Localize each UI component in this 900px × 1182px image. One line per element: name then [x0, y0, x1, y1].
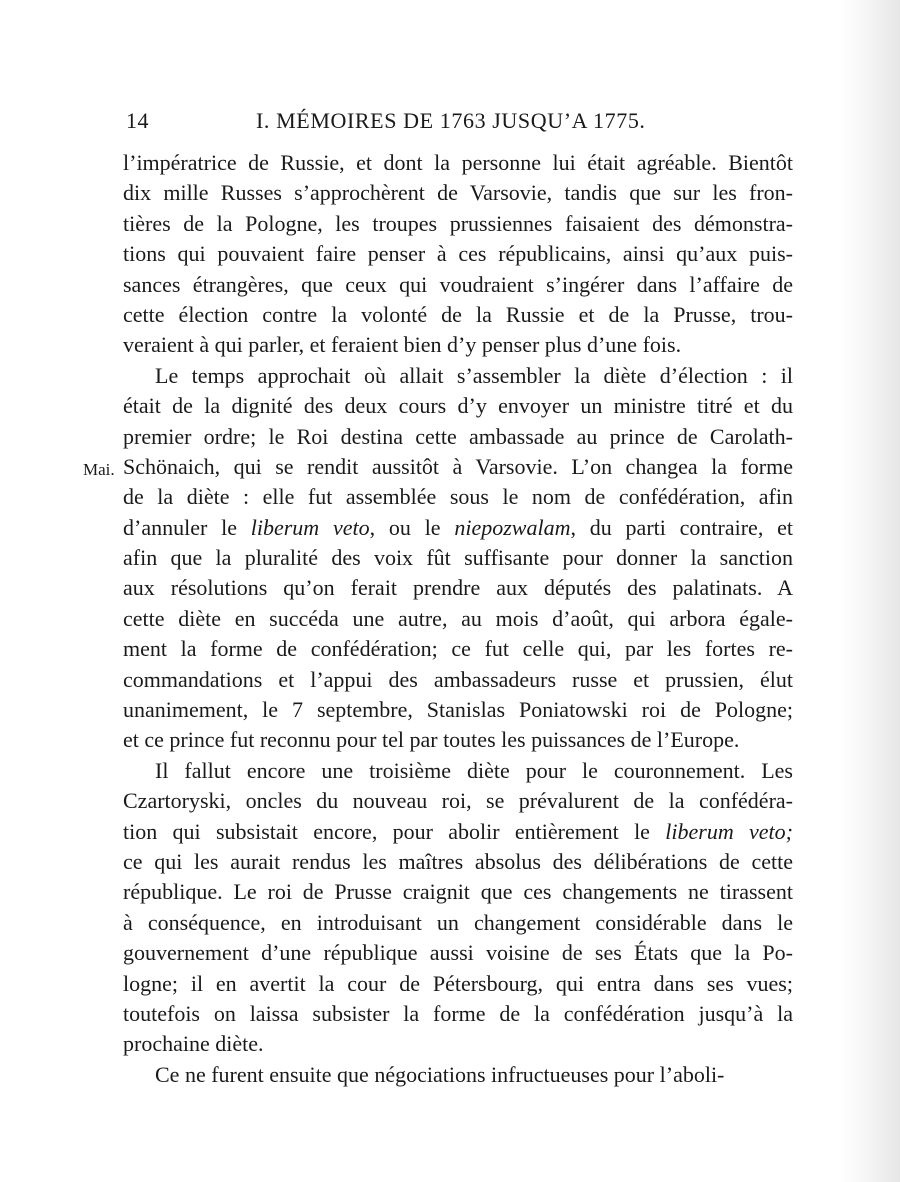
- page-edge-shadow: [840, 0, 900, 1182]
- text-run: dix mille Russes s’approchèrent de Varsovie, tandis que sur les fron-: [123, 180, 793, 206]
- text-line: [123, 786, 793, 816]
- text-run: premier ordre; le Roi destina cette ambassade au prince de Carolath-: [123, 423, 793, 449]
- text-line: [123, 969, 793, 999]
- text-line: [123, 330, 793, 360]
- text-run: l’impératrice de Russie, et dont la personne lui était agréable. Bientôt: [123, 150, 793, 175]
- text-run: veraient à qui parler, et feraient bien d’y penser plus d’une fois.: [123, 332, 682, 358]
- text-line: [123, 1029, 793, 1059]
- text-line: [123, 604, 793, 634]
- text-line: [123, 270, 793, 300]
- page-number: 14: [126, 108, 149, 133]
- body-text: [123, 148, 793, 1090]
- text-run: Ce ne furent ensuite que négociations infructueuses pour l’aboli-: [155, 1061, 725, 1087]
- text-run: Il fallut encore une troisième diète pour le couronnement. Les: [155, 757, 793, 783]
- running-title: I. MÉMOIRES DE 1763 JUSQU’A 1775.: [256, 108, 646, 133]
- text-line: [123, 756, 793, 786]
- text-line: [123, 877, 793, 907]
- text-line: [123, 725, 793, 755]
- text-run: prochaine diète.: [123, 1031, 264, 1057]
- text-line: [123, 908, 793, 938]
- text-run: et ce prince fut reconnu pour tel par toutes les puissances de l’Europe.: [123, 727, 740, 753]
- text-run: gouvernement d’une république aussi voisine de ses États que la Po-: [123, 940, 793, 966]
- text-line: [123, 422, 793, 452]
- text-line: [123, 209, 793, 239]
- text-run: Le temps approchait où allait s’assembler la diète d’élection : il: [155, 362, 793, 388]
- text-line: [123, 300, 793, 330]
- text-run: , ou le: [369, 514, 455, 540]
- text-line: [123, 178, 793, 208]
- text-line: [123, 634, 793, 664]
- text-run: afin que la pluralité des voix fût suffisante pour donner la sanction: [123, 545, 793, 571]
- margin-note: Mai.: [83, 460, 115, 479]
- text-line: [123, 361, 793, 391]
- text-line: [123, 938, 793, 968]
- text-run: cette élection contre la volonté de la Russie et de la Prusse, trou-: [123, 301, 793, 327]
- text-run: Schönaich, qui se rendit aussitôt à Varsovie. L’on changea la forme: [123, 453, 793, 479]
- italic-term: liberum veto;: [665, 818, 793, 844]
- text-line: [123, 817, 793, 847]
- text-line: [123, 482, 793, 512]
- text-line: [123, 847, 793, 877]
- text-run: sances étrangères, que ceux qui voudraient s’ingérer dans l’affaire de: [123, 271, 793, 297]
- text-line: [123, 391, 793, 421]
- text-run: logne; il en avertit la cour de Pétersbourg, qui entra dans ses vues;: [123, 970, 793, 996]
- text-line: [123, 573, 793, 603]
- text-line: [123, 665, 793, 695]
- text-run: ce qui les aurait rendus les maîtres absolus des délibérations de cette: [123, 848, 793, 874]
- text-run: toutefois on laissa subsister la forme de la confédération jusqu’à la: [123, 1000, 793, 1026]
- text-run: tières de la Pologne, les troupes prussiennes faisaient des démonstra-: [123, 210, 793, 236]
- text-run: à conséquence, en introduisant un changement considérable dans le: [123, 909, 793, 935]
- text-run: d’annuler le: [123, 514, 251, 540]
- page-header: [126, 108, 794, 144]
- text-run: Czartoryski, oncles du nouveau roi, se prévalurent de la confédéra-: [123, 788, 793, 814]
- text-run: tions qui pouvaient faire penser à ces républicains, ainsi qu’aux puis-: [123, 241, 793, 267]
- text-run: tion qui subsistait encore, pour abolir entièrement le: [123, 818, 666, 844]
- text-run: commandations et l’appui des ambassadeurs russe et prussien, élut: [123, 666, 793, 692]
- text-run: , du parti contraire, et: [570, 514, 793, 540]
- text-run: cette diète en succéda une autre, au mois d’août, qui arbora égale-: [123, 605, 793, 631]
- text-run: ment la forme de confédération; ce fut celle qui, par les fortes re-: [123, 636, 793, 662]
- text-line: [123, 148, 793, 178]
- text-line: [123, 239, 793, 269]
- italic-term: niepozwalam: [454, 514, 571, 540]
- text-run: de la diète : elle fut assemblée sous le nom de confédération, afin: [123, 484, 793, 510]
- text-run: république. Le roi de Prusse craignit que ces changements ne tirassent: [123, 879, 793, 905]
- text-line: [123, 452, 793, 482]
- text-run: était de la dignité des deux cours d’y envoyer un ministre titré et du: [123, 393, 793, 419]
- text-run: unanimement, le 7 septembre, Stanislas Poniatowski roi de Pologne;: [123, 697, 793, 723]
- text-line: [123, 1060, 793, 1090]
- text-line: [123, 513, 793, 543]
- text-line: [123, 695, 793, 725]
- text-line: [123, 543, 793, 573]
- italic-term: liberum veto: [250, 514, 370, 540]
- text-line: [123, 999, 793, 1029]
- text-run: aux résolutions qu’on ferait prendre aux députés des palatinats. A: [123, 575, 793, 601]
